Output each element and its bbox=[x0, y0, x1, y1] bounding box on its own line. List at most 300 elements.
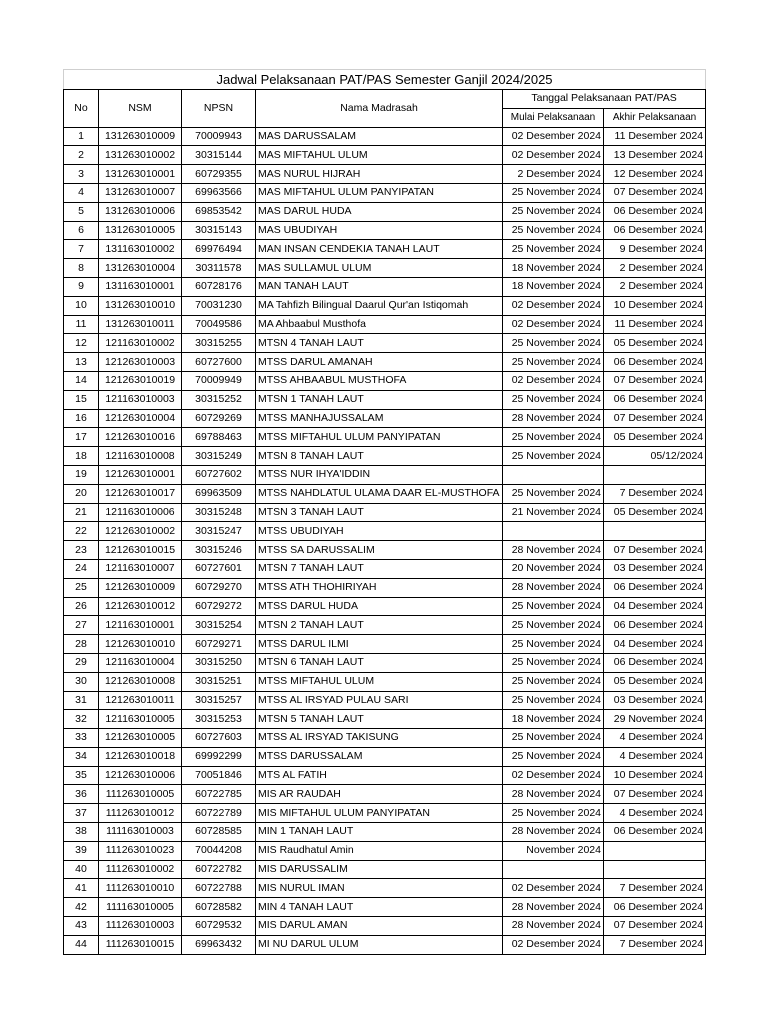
cell-nama-madrasah: MTSS SA DARUSSALIM bbox=[256, 541, 503, 560]
cell-akhir: 4 Desember 2024 bbox=[604, 747, 706, 766]
cell-nsm: 131163010001 bbox=[99, 277, 182, 296]
cell-mulai: 18 November 2024 bbox=[503, 259, 604, 278]
cell-akhir: 06 Desember 2024 bbox=[604, 823, 706, 842]
title-row bbox=[64, 70, 706, 90]
cell-no: 16 bbox=[64, 409, 99, 428]
cell-mulai: 02 Desember 2024 bbox=[503, 879, 604, 898]
cell-mulai: 25 November 2024 bbox=[503, 747, 604, 766]
cell-mulai: 02 Desember 2024 bbox=[503, 766, 604, 785]
cell-nsm: 131263010006 bbox=[99, 202, 182, 221]
table-body bbox=[64, 127, 706, 954]
table-row bbox=[64, 860, 706, 879]
cell-nsm: 131263010009 bbox=[99, 127, 182, 146]
cell-mulai: 28 November 2024 bbox=[503, 578, 604, 597]
cell-no: 28 bbox=[64, 635, 99, 654]
cell-no: 31 bbox=[64, 691, 99, 710]
cell-npsn: 69853542 bbox=[182, 202, 256, 221]
cell-no: 13 bbox=[64, 353, 99, 372]
cell-nama-madrasah: MTSS NAHDLATUL ULAMA DAAR EL-MUSTHOFA bbox=[256, 484, 503, 503]
cell-akhir: 03 Desember 2024 bbox=[604, 691, 706, 710]
cell-no: 2 bbox=[64, 146, 99, 165]
table-row bbox=[64, 296, 706, 315]
cell-nsm: 121263010010 bbox=[99, 635, 182, 654]
cell-mulai: 28 November 2024 bbox=[503, 898, 604, 917]
cell-npsn: 30315255 bbox=[182, 334, 256, 353]
cell-nsm: 121163010003 bbox=[99, 390, 182, 409]
cell-npsn: 70009949 bbox=[182, 371, 256, 390]
cell-mulai: 25 November 2024 bbox=[503, 691, 604, 710]
cell-nsm: 121263010016 bbox=[99, 428, 182, 447]
cell-nama-madrasah: MTSS AHBAABUL MUSTHOFA bbox=[256, 371, 503, 390]
cell-no: 27 bbox=[64, 616, 99, 635]
cell-akhir: 7 Desember 2024 bbox=[604, 879, 706, 898]
cell-akhir: 07 Desember 2024 bbox=[604, 371, 706, 390]
cell-nsm: 121163010008 bbox=[99, 447, 182, 466]
table-row bbox=[64, 672, 706, 691]
cell-no: 32 bbox=[64, 710, 99, 729]
cell-npsn: 60722782 bbox=[182, 860, 256, 879]
cell-nsm: 121263010003 bbox=[99, 353, 182, 372]
table-row bbox=[64, 221, 706, 240]
cell-no: 35 bbox=[64, 766, 99, 785]
cell-mulai: 25 November 2024 bbox=[503, 672, 604, 691]
cell-npsn: 60722789 bbox=[182, 804, 256, 823]
cell-nama-madrasah: MTSN 4 TANAH LAUT bbox=[256, 334, 503, 353]
cell-nama-madrasah: MTSS DARUSSALAM bbox=[256, 747, 503, 766]
cell-no: 20 bbox=[64, 484, 99, 503]
cell-npsn: 69963566 bbox=[182, 183, 256, 202]
cell-npsn: 60729355 bbox=[182, 165, 256, 184]
cell-nama-madrasah: MTSN 5 TANAH LAUT bbox=[256, 710, 503, 729]
cell-npsn: 60729272 bbox=[182, 597, 256, 616]
cell-nsm: 121263010018 bbox=[99, 747, 182, 766]
cell-nama-madrasah: MAS MIFTAHUL ULUM PANYIPATAN bbox=[256, 183, 503, 202]
cell-mulai: 25 November 2024 bbox=[503, 390, 604, 409]
cell-nsm: 121263010001 bbox=[99, 465, 182, 484]
cell-no: 6 bbox=[64, 221, 99, 240]
cell-akhir: 06 Desember 2024 bbox=[604, 898, 706, 917]
cell-nsm: 121163010005 bbox=[99, 710, 182, 729]
cell-akhir bbox=[604, 465, 706, 484]
cell-akhir: 11 Desember 2024 bbox=[604, 315, 706, 334]
cell-akhir: 06 Desember 2024 bbox=[604, 353, 706, 372]
cell-mulai: 21 November 2024 bbox=[503, 503, 604, 522]
table-row bbox=[64, 616, 706, 635]
cell-akhir: 07 Desember 2024 bbox=[604, 785, 706, 804]
cell-akhir: 29 November 2024 bbox=[604, 710, 706, 729]
cell-akhir bbox=[604, 860, 706, 879]
cell-npsn: 30311578 bbox=[182, 259, 256, 278]
cell-akhir: 07 Desember 2024 bbox=[604, 409, 706, 428]
table-row bbox=[64, 879, 706, 898]
cell-akhir: 06 Desember 2024 bbox=[604, 653, 706, 672]
cell-mulai: 18 November 2024 bbox=[503, 710, 604, 729]
cell-npsn: 60729270 bbox=[182, 578, 256, 597]
cell-no: 12 bbox=[64, 334, 99, 353]
cell-akhir: 07 Desember 2024 bbox=[604, 183, 706, 202]
table-row bbox=[64, 917, 706, 936]
cell-nsm: 111263010010 bbox=[99, 879, 182, 898]
cell-mulai: 02 Desember 2024 bbox=[503, 371, 604, 390]
cell-no: 26 bbox=[64, 597, 99, 616]
table-row bbox=[64, 597, 706, 616]
cell-nama-madrasah: MI NU DARUL ULUM bbox=[256, 935, 503, 954]
cell-nama-madrasah: MIN 1 TANAH LAUT bbox=[256, 823, 503, 842]
table-row bbox=[64, 935, 706, 954]
cell-akhir: 06 Desember 2024 bbox=[604, 616, 706, 635]
cell-nama-madrasah: MAN INSAN CENDEKIA TANAH LAUT bbox=[256, 240, 503, 259]
cell-no: 18 bbox=[64, 447, 99, 466]
table-row bbox=[64, 277, 706, 296]
cell-nama-madrasah: MTSN 7 TANAH LAUT bbox=[256, 559, 503, 578]
table-row bbox=[64, 165, 706, 184]
cell-nama-madrasah: MAS DARUSSALAM bbox=[256, 127, 503, 146]
cell-mulai: 18 November 2024 bbox=[503, 277, 604, 296]
cell-npsn: 70044208 bbox=[182, 841, 256, 860]
cell-akhir: 10 Desember 2024 bbox=[604, 296, 706, 315]
cell-nsm: 121263010019 bbox=[99, 371, 182, 390]
cell-no: 5 bbox=[64, 202, 99, 221]
cell-mulai bbox=[503, 522, 604, 541]
cell-nsm: 111263010023 bbox=[99, 841, 182, 860]
cell-no: 43 bbox=[64, 917, 99, 936]
cell-nama-madrasah: MTSN 3 TANAH LAUT bbox=[256, 503, 503, 522]
cell-mulai: 25 November 2024 bbox=[503, 221, 604, 240]
table-row bbox=[64, 710, 706, 729]
table-row bbox=[64, 240, 706, 259]
cell-no: 7 bbox=[64, 240, 99, 259]
cell-npsn: 69788463 bbox=[182, 428, 256, 447]
cell-npsn: 60727603 bbox=[182, 729, 256, 748]
cell-no: 30 bbox=[64, 672, 99, 691]
cell-akhir: 04 Desember 2024 bbox=[604, 597, 706, 616]
table-row bbox=[64, 183, 706, 202]
cell-mulai: 02 Desember 2024 bbox=[503, 315, 604, 334]
cell-no: 22 bbox=[64, 522, 99, 541]
cell-no: 3 bbox=[64, 165, 99, 184]
cell-mulai: 25 November 2024 bbox=[503, 240, 604, 259]
cell-npsn: 30315254 bbox=[182, 616, 256, 635]
cell-mulai: 25 November 2024 bbox=[503, 729, 604, 748]
cell-nsm: 131263010007 bbox=[99, 183, 182, 202]
cell-npsn: 60728176 bbox=[182, 277, 256, 296]
cell-mulai: 25 November 2024 bbox=[503, 653, 604, 672]
cell-nsm: 111263010012 bbox=[99, 804, 182, 823]
header-row-1 bbox=[64, 90, 706, 109]
cell-akhir: 12 Desember 2024 bbox=[604, 165, 706, 184]
cell-mulai: 02 Desember 2024 bbox=[503, 935, 604, 954]
cell-nama-madrasah: MIS DARUSSALIM bbox=[256, 860, 503, 879]
cell-akhir: 04 Desember 2024 bbox=[604, 635, 706, 654]
cell-mulai: 25 November 2024 bbox=[503, 428, 604, 447]
cell-no: 39 bbox=[64, 841, 99, 860]
table-row bbox=[64, 334, 706, 353]
cell-npsn: 60728585 bbox=[182, 823, 256, 842]
cell-nsm: 121263010006 bbox=[99, 766, 182, 785]
cell-akhir: 03 Desember 2024 bbox=[604, 559, 706, 578]
page-title: Jadwal Pelaksanaan PAT/PAS Semester Ganjil 2024/2025 bbox=[64, 70, 706, 90]
table-row bbox=[64, 804, 706, 823]
cell-nsm: 131263010001 bbox=[99, 165, 182, 184]
cell-npsn: 69976494 bbox=[182, 240, 256, 259]
table-row bbox=[64, 409, 706, 428]
cell-nama-madrasah: MIS AR RAUDAH bbox=[256, 785, 503, 804]
cell-no: 1 bbox=[64, 127, 99, 146]
table-row bbox=[64, 653, 706, 672]
table-row bbox=[64, 484, 706, 503]
cell-no: 36 bbox=[64, 785, 99, 804]
cell-nama-madrasah: MTSS DARUL HUDA bbox=[256, 597, 503, 616]
cell-npsn: 60722785 bbox=[182, 785, 256, 804]
cell-akhir: 4 Desember 2024 bbox=[604, 804, 706, 823]
table-row bbox=[64, 465, 706, 484]
cell-npsn: 30315246 bbox=[182, 541, 256, 560]
cell-no: 29 bbox=[64, 653, 99, 672]
cell-nsm: 121163010002 bbox=[99, 334, 182, 353]
cell-mulai: 25 November 2024 bbox=[503, 635, 604, 654]
table-row bbox=[64, 541, 706, 560]
table-row bbox=[64, 259, 706, 278]
cell-nsm: 121263010004 bbox=[99, 409, 182, 428]
cell-no: 21 bbox=[64, 503, 99, 522]
cell-nsm: 131263010011 bbox=[99, 315, 182, 334]
cell-akhir: 05 Desember 2024 bbox=[604, 428, 706, 447]
cell-mulai: 28 November 2024 bbox=[503, 917, 604, 936]
cell-nama-madrasah: MAS SULLAMUL ULUM bbox=[256, 259, 503, 278]
cell-nsm: 121163010004 bbox=[99, 653, 182, 672]
cell-akhir: 13 Desember 2024 bbox=[604, 146, 706, 165]
table-row bbox=[64, 202, 706, 221]
cell-mulai: 28 November 2024 bbox=[503, 409, 604, 428]
cell-akhir: 05 Desember 2024 bbox=[604, 503, 706, 522]
cell-npsn: 60727601 bbox=[182, 559, 256, 578]
cell-npsn: 69963509 bbox=[182, 484, 256, 503]
cell-nsm: 121263010012 bbox=[99, 597, 182, 616]
cell-nama-madrasah: MTSS MIFTAHUL ULUM PANYIPATAN bbox=[256, 428, 503, 447]
table-row bbox=[64, 559, 706, 578]
table-row bbox=[64, 841, 706, 860]
cell-nsm: 111263010003 bbox=[99, 917, 182, 936]
header-nsm: NSM bbox=[99, 90, 182, 128]
cell-akhir: 9 Desember 2024 bbox=[604, 240, 706, 259]
cell-nsm: 111263010002 bbox=[99, 860, 182, 879]
cell-nsm: 121263010015 bbox=[99, 541, 182, 560]
cell-npsn: 30315250 bbox=[182, 653, 256, 672]
table-row bbox=[64, 428, 706, 447]
cell-npsn: 30315252 bbox=[182, 390, 256, 409]
cell-mulai bbox=[503, 465, 604, 484]
cell-npsn: 70009943 bbox=[182, 127, 256, 146]
cell-akhir: 05/12/2024 bbox=[604, 447, 706, 466]
cell-nsm: 121163010006 bbox=[99, 503, 182, 522]
cell-npsn: 69963432 bbox=[182, 935, 256, 954]
cell-nsm: 131163010002 bbox=[99, 240, 182, 259]
cell-no: 44 bbox=[64, 935, 99, 954]
cell-no: 23 bbox=[64, 541, 99, 560]
cell-no: 17 bbox=[64, 428, 99, 447]
cell-nama-madrasah: MTSS AL IRSYAD PULAU SARI bbox=[256, 691, 503, 710]
cell-nsm: 121163010001 bbox=[99, 616, 182, 635]
cell-no: 34 bbox=[64, 747, 99, 766]
cell-akhir: 06 Desember 2024 bbox=[604, 221, 706, 240]
cell-nama-madrasah: MA Ahbaabul Musthofa bbox=[256, 315, 503, 334]
cell-mulai: 25 November 2024 bbox=[503, 597, 604, 616]
cell-nsm: 111263010005 bbox=[99, 785, 182, 804]
cell-nsm: 111163010005 bbox=[99, 898, 182, 917]
header-akhir-pelaksanaan: Akhir Pelaksanaan bbox=[604, 108, 706, 127]
cell-akhir bbox=[604, 841, 706, 860]
schedule-sheet bbox=[63, 69, 705, 955]
cell-mulai bbox=[503, 860, 604, 879]
cell-mulai: 2 Desember 2024 bbox=[503, 165, 604, 184]
cell-npsn: 30315251 bbox=[182, 672, 256, 691]
cell-nama-madrasah: MTSS MANHAJUSSALAM bbox=[256, 409, 503, 428]
cell-nsm: 111263010015 bbox=[99, 935, 182, 954]
cell-nsm: 131263010002 bbox=[99, 146, 182, 165]
cell-mulai: 25 November 2024 bbox=[503, 447, 604, 466]
cell-npsn: 60729271 bbox=[182, 635, 256, 654]
cell-nama-madrasah: MAS NURUL HIJRAH bbox=[256, 165, 503, 184]
cell-no: 25 bbox=[64, 578, 99, 597]
cell-akhir: 06 Desember 2024 bbox=[604, 578, 706, 597]
table-row bbox=[64, 747, 706, 766]
table-row bbox=[64, 371, 706, 390]
cell-akhir: 11 Desember 2024 bbox=[604, 127, 706, 146]
cell-mulai: 25 November 2024 bbox=[503, 804, 604, 823]
cell-nama-madrasah: MTSN 1 TANAH LAUT bbox=[256, 390, 503, 409]
cell-nsm: 121263010002 bbox=[99, 522, 182, 541]
cell-nama-madrasah: MTSS MIFTAHUL ULUM bbox=[256, 672, 503, 691]
cell-no: 37 bbox=[64, 804, 99, 823]
cell-mulai: 25 November 2024 bbox=[503, 183, 604, 202]
cell-npsn: 30315247 bbox=[182, 522, 256, 541]
cell-no: 11 bbox=[64, 315, 99, 334]
table-row bbox=[64, 635, 706, 654]
cell-npsn: 60729532 bbox=[182, 917, 256, 936]
cell-npsn: 60727602 bbox=[182, 465, 256, 484]
cell-nsm: 131263010004 bbox=[99, 259, 182, 278]
cell-npsn: 60722788 bbox=[182, 879, 256, 898]
cell-no: 14 bbox=[64, 371, 99, 390]
cell-npsn: 30315248 bbox=[182, 503, 256, 522]
cell-akhir: 07 Desember 2024 bbox=[604, 917, 706, 936]
cell-npsn: 60729269 bbox=[182, 409, 256, 428]
cell-nama-madrasah: MA Tahfizh Bilingual Daarul Qur'an Istiqomah bbox=[256, 296, 503, 315]
cell-no: 38 bbox=[64, 823, 99, 842]
cell-nama-madrasah: MAN TANAH LAUT bbox=[256, 277, 503, 296]
cell-akhir: 2 Desember 2024 bbox=[604, 259, 706, 278]
table-row bbox=[64, 729, 706, 748]
cell-akhir: 4 Desember 2024 bbox=[604, 729, 706, 748]
cell-npsn: 60727600 bbox=[182, 353, 256, 372]
header-npsn: NPSN bbox=[182, 90, 256, 128]
cell-mulai: 28 November 2024 bbox=[503, 541, 604, 560]
cell-npsn: 70031230 bbox=[182, 296, 256, 315]
header-nama-madrasah: Nama Madrasah bbox=[256, 90, 503, 128]
cell-nsm: 131263010005 bbox=[99, 221, 182, 240]
cell-akhir: 06 Desember 2024 bbox=[604, 390, 706, 409]
cell-akhir: 07 Desember 2024 bbox=[604, 541, 706, 560]
cell-nama-madrasah: MIS NURUL IMAN bbox=[256, 879, 503, 898]
table-row bbox=[64, 503, 706, 522]
cell-no: 41 bbox=[64, 879, 99, 898]
cell-npsn: 70049586 bbox=[182, 315, 256, 334]
table-row bbox=[64, 390, 706, 409]
cell-mulai: 25 November 2024 bbox=[503, 202, 604, 221]
cell-nama-madrasah: MTSS AL IRSYAD TAKISUNG bbox=[256, 729, 503, 748]
table-row bbox=[64, 691, 706, 710]
cell-akhir bbox=[604, 522, 706, 541]
cell-mulai: 20 November 2024 bbox=[503, 559, 604, 578]
cell-nsm: 131263010010 bbox=[99, 296, 182, 315]
cell-npsn: 69992299 bbox=[182, 747, 256, 766]
cell-akhir: 05 Desember 2024 bbox=[604, 334, 706, 353]
cell-no: 9 bbox=[64, 277, 99, 296]
cell-nama-madrasah: MAS DARUL HUDA bbox=[256, 202, 503, 221]
table-row bbox=[64, 315, 706, 334]
table-row bbox=[64, 522, 706, 541]
table-row bbox=[64, 898, 706, 917]
cell-nama-madrasah: MTSS DARUL ILMI bbox=[256, 635, 503, 654]
cell-nama-madrasah: MTSS NUR IHYA'IDDIN bbox=[256, 465, 503, 484]
cell-mulai: 02 Desember 2024 bbox=[503, 127, 604, 146]
cell-no: 40 bbox=[64, 860, 99, 879]
table-row bbox=[64, 353, 706, 372]
table-row bbox=[64, 447, 706, 466]
cell-npsn: 70051846 bbox=[182, 766, 256, 785]
cell-nama-madrasah: MTSN 8 TANAH LAUT bbox=[256, 447, 503, 466]
cell-nama-madrasah: MIS Raudhatul Amin bbox=[256, 841, 503, 860]
table-row bbox=[64, 146, 706, 165]
cell-mulai: 25 November 2024 bbox=[503, 353, 604, 372]
cell-akhir: 10 Desember 2024 bbox=[604, 766, 706, 785]
header-mulai-pelaksanaan: Mulai Pelaksanaan bbox=[503, 108, 604, 127]
cell-akhir: 7 Desember 2024 bbox=[604, 935, 706, 954]
cell-nsm: 121263010009 bbox=[99, 578, 182, 597]
cell-nama-madrasah: MTSS ATH THOHIRIYAH bbox=[256, 578, 503, 597]
cell-nsm: 121163010007 bbox=[99, 559, 182, 578]
cell-npsn: 30315253 bbox=[182, 710, 256, 729]
table-row bbox=[64, 823, 706, 842]
cell-akhir: 7 Desember 2024 bbox=[604, 484, 706, 503]
cell-akhir: 2 Desember 2024 bbox=[604, 277, 706, 296]
cell-mulai: 28 November 2024 bbox=[503, 785, 604, 804]
cell-nsm: 121263010017 bbox=[99, 484, 182, 503]
cell-npsn: 30315257 bbox=[182, 691, 256, 710]
cell-nama-madrasah: MTSN 6 TANAH LAUT bbox=[256, 653, 503, 672]
cell-nama-madrasah: MAS UBUDIYAH bbox=[256, 221, 503, 240]
schedule-table bbox=[63, 69, 706, 955]
cell-mulai: 25 November 2024 bbox=[503, 616, 604, 635]
cell-mulai: 28 November 2024 bbox=[503, 823, 604, 842]
cell-npsn: 30315143 bbox=[182, 221, 256, 240]
cell-no: 19 bbox=[64, 465, 99, 484]
cell-nsm: 121263010008 bbox=[99, 672, 182, 691]
cell-nsm: 121263010005 bbox=[99, 729, 182, 748]
cell-npsn: 30315249 bbox=[182, 447, 256, 466]
cell-nama-madrasah: MTSS DARUL AMANAH bbox=[256, 353, 503, 372]
cell-npsn: 30315144 bbox=[182, 146, 256, 165]
table-row bbox=[64, 127, 706, 146]
cell-mulai: 25 November 2024 bbox=[503, 484, 604, 503]
table-row bbox=[64, 785, 706, 804]
cell-npsn: 60728582 bbox=[182, 898, 256, 917]
cell-no: 24 bbox=[64, 559, 99, 578]
cell-no: 33 bbox=[64, 729, 99, 748]
cell-nsm: 121263010011 bbox=[99, 691, 182, 710]
cell-no: 15 bbox=[64, 390, 99, 409]
cell-nama-madrasah: MTSN 2 TANAH LAUT bbox=[256, 616, 503, 635]
